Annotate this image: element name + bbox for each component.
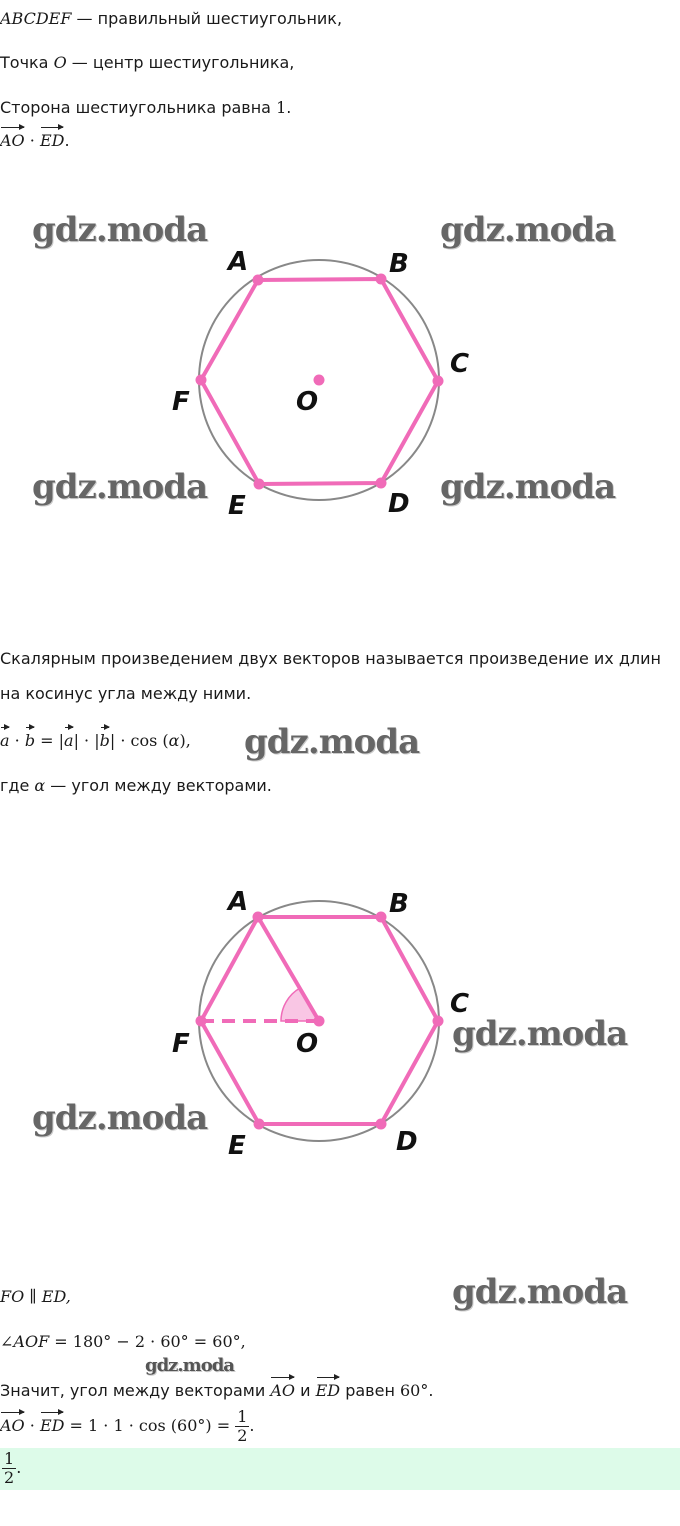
watermark: gdz.moda [452, 1014, 628, 1054]
label-a: A [228, 887, 249, 917]
given-line-4: AO · ED. [0, 124, 70, 152]
label-c: C [450, 989, 470, 1019]
given-line-2: Точка O — центр шестиугольника, [0, 53, 295, 72]
theory-line-1: Скалярным произведением двух векторов называется произведение их длин [0, 649, 661, 668]
point-a [253, 275, 264, 286]
label-b: B [389, 889, 409, 919]
solution-line-4: AO · ED = 1 · 1 · cos (60°) = $\frac{1}{2}$ . [0, 1407, 255, 1445]
hexagon-name: ABCDEF [0, 9, 72, 28]
vector-ao: AO [0, 124, 25, 152]
label-a: A [228, 247, 249, 277]
given-line-3: Сторона шестиугольника равна 1. [0, 98, 292, 117]
label-c: C [450, 349, 470, 379]
watermark: gdz.moda [32, 210, 208, 250]
label-e: E [228, 1131, 246, 1161]
watermark: gdz.moda [145, 1355, 234, 1376]
watermark: gdz.moda [32, 1098, 208, 1138]
answer-value: $\frac{1}{2}$ . [4, 1449, 22, 1487]
point-e [254, 479, 265, 490]
angle-aof-sector [281, 988, 319, 1021]
fraction-one-half: $\frac{1}{2}$ [237, 1407, 248, 1445]
label-o: O [296, 1029, 319, 1059]
point-b [376, 912, 387, 923]
label-f: F [172, 1029, 190, 1059]
point-f [196, 1016, 207, 1027]
watermark: gdz.moda [32, 467, 208, 507]
label-b: B [389, 249, 409, 279]
point-e [254, 1119, 265, 1130]
point-b [376, 274, 387, 285]
point-f [196, 375, 207, 386]
theory-line-2: на косинус угла между ними. [0, 684, 252, 703]
vector-ed: ED [40, 124, 65, 152]
label-d: D [388, 489, 410, 519]
solution-line-3: Значит, угол между векторами AO и ED равен 60°. [0, 1374, 433, 1402]
theory-line-4: где α — угол между векторами. [0, 776, 272, 795]
watermark: gdz.moda [452, 1272, 628, 1312]
label-f: F [172, 387, 190, 417]
given-line-1: ABCDEF — правильный шестиугольник, [0, 9, 343, 28]
point-d [376, 1119, 387, 1130]
label-d: D [396, 1127, 418, 1157]
watermark: gdz.moda [440, 210, 616, 250]
label-e: E [228, 491, 246, 521]
point-d [376, 478, 387, 489]
point-o [314, 375, 325, 386]
watermark: gdz.moda [440, 467, 616, 507]
point-o [314, 1016, 325, 1027]
watermark: gdz.moda [244, 722, 420, 762]
point-a [253, 912, 264, 923]
answer-box [0, 1448, 680, 1490]
point-c [433, 376, 444, 387]
solution-line-2: ∠AOF = 180° − 2 · 60° = 60°, [0, 1332, 246, 1351]
dot-product-formula: a · b = |a| · |b| · cos (α), [0, 724, 191, 752]
point-c [433, 1016, 444, 1027]
solution-line-1: FO ∥ ED, [0, 1287, 71, 1306]
label-o: O [296, 387, 319, 417]
